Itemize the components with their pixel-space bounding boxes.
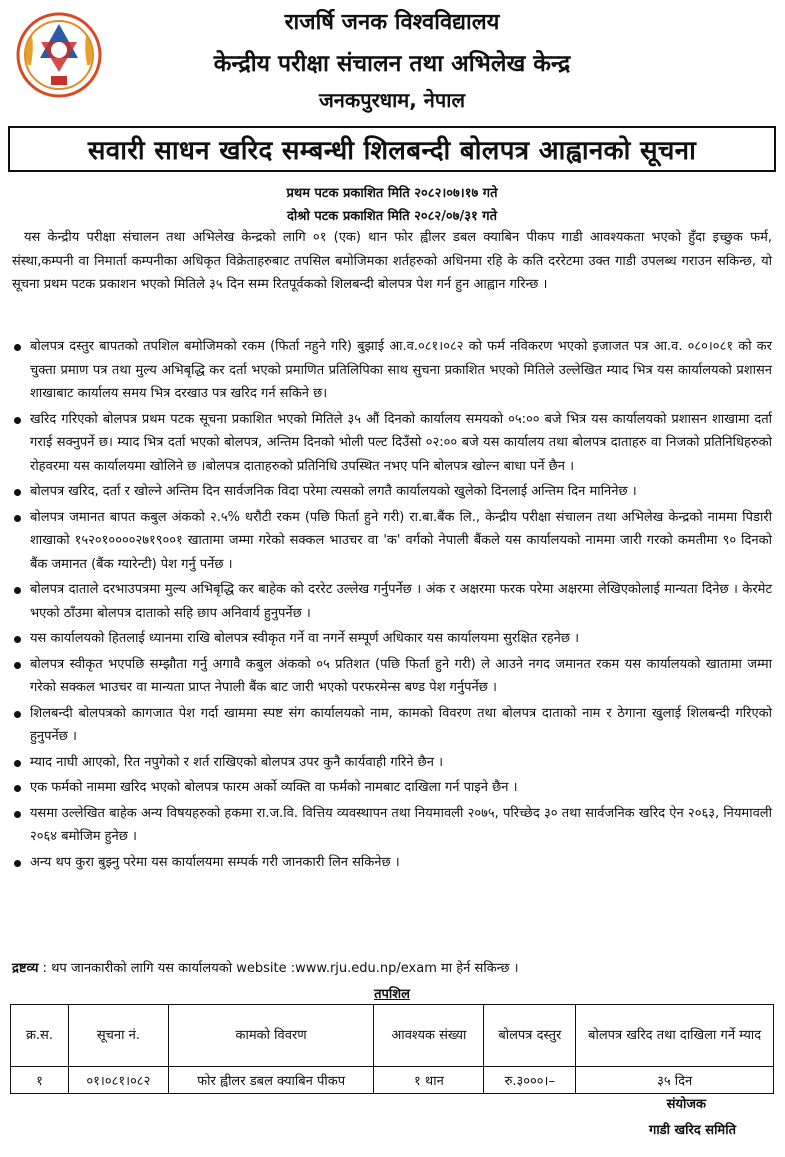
list-item-text: म्याद नाघी आएको, रित नपुगेको र शर्त राखिएको बोलपत्र उपर कुनै कार्यवाही गरिने छैन । <box>30 754 444 770</box>
list-item-text: एक फर्मको नाममा खरिद भएको बोलपत्र फारम अर्को व्यक्ति वा फर्मको नामबाट दाखिला गर्न पाइने छैन । <box>30 780 518 795</box>
list-item-text: यसमा उल्लेखित बाहेक अन्य विषयहरुको हकमा रा.ज.वि. वित्तिय व्यवस्थापन तथा नियमावली २०७५, परिच्छेद ३० तथा सार्वजनिक खरिद ऐन २०६३, नियमावली २०६४ बमोजिम हुनेछ । <box>30 805 772 844</box>
notice-title: सवारी साधन खरिद सम्बन्धी शिलबन्दी बोलपत्र आह्वानको सूचना <box>8 126 776 172</box>
notice-page <box>8 4 776 1138</box>
schedule-title: तपशिल <box>374 987 410 1002</box>
signer-committee: गाडी खरिद समिति <box>649 1123 736 1138</box>
conditions-list <box>12 335 772 876</box>
note-line <box>12 958 772 980</box>
first-publication-date: प्रथम पटक प्रकाशित मिति २०८२।०७।१७ गते <box>286 186 498 201</box>
note-text: : थप जानकारीको लागि यस कार्यालयको website :www.rju.edu.np/exam मा हेर्न सकिन्छ । <box>38 961 519 976</box>
bullet-icon <box>14 785 21 792</box>
bullet-icon <box>14 515 21 522</box>
schedule-table <box>10 1004 774 1094</box>
intro-paragraph: यस केन्द्रीय परीक्षा संचालन तथा अभिलेख केन्द्रको लागि ०१ (एक) थान फोर ह्वीलर डबल क्याबिन पीकप गाडी आवश्यकता भएको हुँदा इच्छुक फर्म, संस्था,कम्पनी वा निमार्ता कम्पनीका अधिकृत विक्रेताहरुबाट तपसिल बमोजिमका शर्तहरुको अधिनमा रहि के कति दररेटमा उक्त गाडी उपलब्ध गराउन सकिन्छ, यो सूचना प्रथम पटक प्रकाशन भएको मितिले ३५ दिन सम्म रितपूर्वकको शिलबन्दी बोलपत्र पेश गर्न हुन आह्वान गरिन्छ । <box>12 230 772 292</box>
table-cell: १ थान <box>374 1067 484 1094</box>
table-cell: फोर ह्वीलर डबल क्याबिन पीकप <box>168 1067 374 1094</box>
publication-dates <box>8 182 776 228</box>
bullet-icon <box>14 711 21 718</box>
list-item <box>12 653 772 700</box>
bullet-icon <box>14 587 21 594</box>
column-header: कामको विवरण <box>168 1005 374 1067</box>
bullet-icon <box>14 662 21 669</box>
bullet-icon <box>14 417 21 424</box>
notice-header <box>8 4 776 122</box>
list-item-text: अन्य थप कुरा बुझ्नु परेमा यस कार्यालयमा सम्पर्क गरी जानकारी लिन सकिनेछ । <box>30 854 400 870</box>
list-item-text: शिलबन्दी बोलपत्रको कागजात पेश गर्दा खाममा स्पष्ट संग कार्यालयको नाम, कामको विवरण तथा बोलपत्र दाताको नाम र ठेगाना खुलाई शिलबन्दी गरिएको हुनुपर्नेछ । <box>30 705 772 744</box>
table-cell: रु.३०००।– <box>484 1067 576 1094</box>
list-item <box>12 578 772 625</box>
column-header: सूचना नं. <box>68 1005 168 1067</box>
list-item-text: यस कार्यालयको हितलाई ध्यानमा राखि बोलपत्र स्वीकृत गर्ने वा नगर्ने सम्पूर्ण अधिकार यस कार्यालयमा सुरक्षित रहनेछ । <box>30 631 580 646</box>
bullet-icon <box>14 636 21 643</box>
bullet-icon <box>14 489 21 496</box>
office-name: केन्द्रीय परीक्षा संचालन तथा अभिलेख केन्द्र <box>213 51 571 77</box>
column-header: क्र.स. <box>11 1005 69 1067</box>
table-cell: ०१।०८१।०८२ <box>68 1067 168 1094</box>
list-item <box>12 335 772 406</box>
column-header: बोलपत्र दस्तुर <box>484 1005 576 1067</box>
list-item <box>12 480 772 504</box>
list-item <box>12 776 772 800</box>
list-item <box>12 702 772 749</box>
list-item-text: बोलपत्र स्वीकृत भएपछि सम्झौता गर्नु अगावै कबुल अंकको ०५ प्रतिशत (पछि फिर्ता हुने गरी) ले आउने नगद जमानत रकम यस कार्यालयको खातामा जम्मा गरेको सक्कल भाउचर वा मान्यता प्राप्त नेपाली बैंक बाट जारी भएको परफरमेन्स बण्ड पेश गर्नुपर्नेछ । <box>30 656 772 695</box>
bullet-icon <box>14 860 21 867</box>
table-cell: १ <box>11 1067 69 1094</box>
table-header-row <box>11 1005 774 1067</box>
list-item-text: बोलपत्र खरिद, दर्ता र खोल्ने अन्तिम दिन सार्वजनिक विदा परेमा त्यसको लगतै कार्यालयको खुलेको दिनलाई अन्तिम दिन मानिनेछ । <box>30 484 637 499</box>
list-item <box>12 802 772 849</box>
bullet-icon <box>14 811 21 818</box>
office-location: जनकपुरधाम, नेपाल <box>318 88 466 112</box>
table-cell: ३५ दिन <box>576 1067 774 1094</box>
list-item-text: बोलपत्र दाताले दरभाउपत्रमा मुल्य अभिबृद्धि कर बाहेक को दररेट उल्लेख गर्नुपर्नेछ । अंक र अक्षरमा फरक परेमा अक्षरमा लेखिएकोलाई मान्यता दिनेछ । केरमेट भएको ठाँउमा बोलपत्र दाताको सहि छाप अनिवार्य हुनुपर्नेछ । <box>30 582 772 621</box>
column-header: बोलपत्र खरिद तथा दाखिला गर्ने म्याद <box>576 1005 774 1067</box>
list-item-text: खरिद गरिएको बोलपत्र प्रथम पटक सूचना प्रकाशित भएको मितिले ३५ औं दिनको कार्यालय समयको ०५:०० बजे भित्र यस कार्यालयको प्रशासन शाखामा दर्ता गराई सक्नुपर्ने छ। म्याद भित्र दर्ता भएको बोलपत्र, अन्तिम दिनको भोली पल्ट दिउँसो ०२:०० बजे यस कार्यालय तथा बोलपत्र दाताहरु वा निजको प्रतिनिधिहरुको रोहवरमा यस कार्यालयमा खोलिने छ ।बोलपत्र दाताहरुको प्रतिनिधि उपस्थित नभए पनि बोलपत्र खोल्न बाधा पर्ने छैन । <box>30 411 772 474</box>
signer-role: संयोजक <box>666 1097 706 1112</box>
list-item <box>12 408 772 479</box>
bullet-icon <box>14 344 21 351</box>
list-item-text: बोलपत्र दस्तुर बापतको तपशिल बमोजिमको रकम (फिर्ता नहुने गरि) बुझाई आ.व.०८१।०८२ को फर्म नविकरण भएको इजाजत पत्र आ.व. ०८०।०८१ को कर चुक्ता प्रमाण पत्र तथा मुल्य अभिबृद्धि कर दर्ता भएको प्रमाणित प्रतिलिपिका साथ सुचना प्रकाशित भएको मितिले उल्लेखित म्याद भित्र यस कार्यालयको प्रशासन शाखाबाट कार्यालय समय भित्र दरखाउ पत्र खरिद गर्न सकिने छ। <box>30 339 772 401</box>
list-item <box>12 751 772 775</box>
list-item <box>12 627 772 651</box>
note-label: द्रष्टव्य <box>12 961 39 976</box>
list-item-text: बोलपत्र जमानत बापत कबुल अंकको २.५% धरौटी रकम (पछि फिर्ता हुने गरी) रा.बा.बैंक लि., केन्द्रीय परीक्षा संचालन तथा अभिलेख केन्द्रको नाममा पिडारी शाखाको १५२०१००००२७१९००१ खातामा जम्मा गरेको सक्कल भाउचर वा 'क' वर्गको नेपाली बैंकले यस कार्यालयको नाममा जारी गरको कमतीमा ९० दिनको बैंक जमानत (बैंक ग्यारेन्टी) पेश गर्नु पर्नेछ । <box>30 509 772 572</box>
column-header: आवश्यक संख्या <box>374 1005 484 1067</box>
second-publication-date: दोश्रो पटक प्रकाशित मिति २०८२/०७/३१ गते <box>287 209 497 224</box>
list-item <box>12 851 772 875</box>
university-name: राजर्षि जनक विश्वविद्यालय <box>284 10 500 35</box>
bullet-icon <box>14 760 21 767</box>
list-item <box>12 506 772 577</box>
table-row <box>11 1067 774 1094</box>
